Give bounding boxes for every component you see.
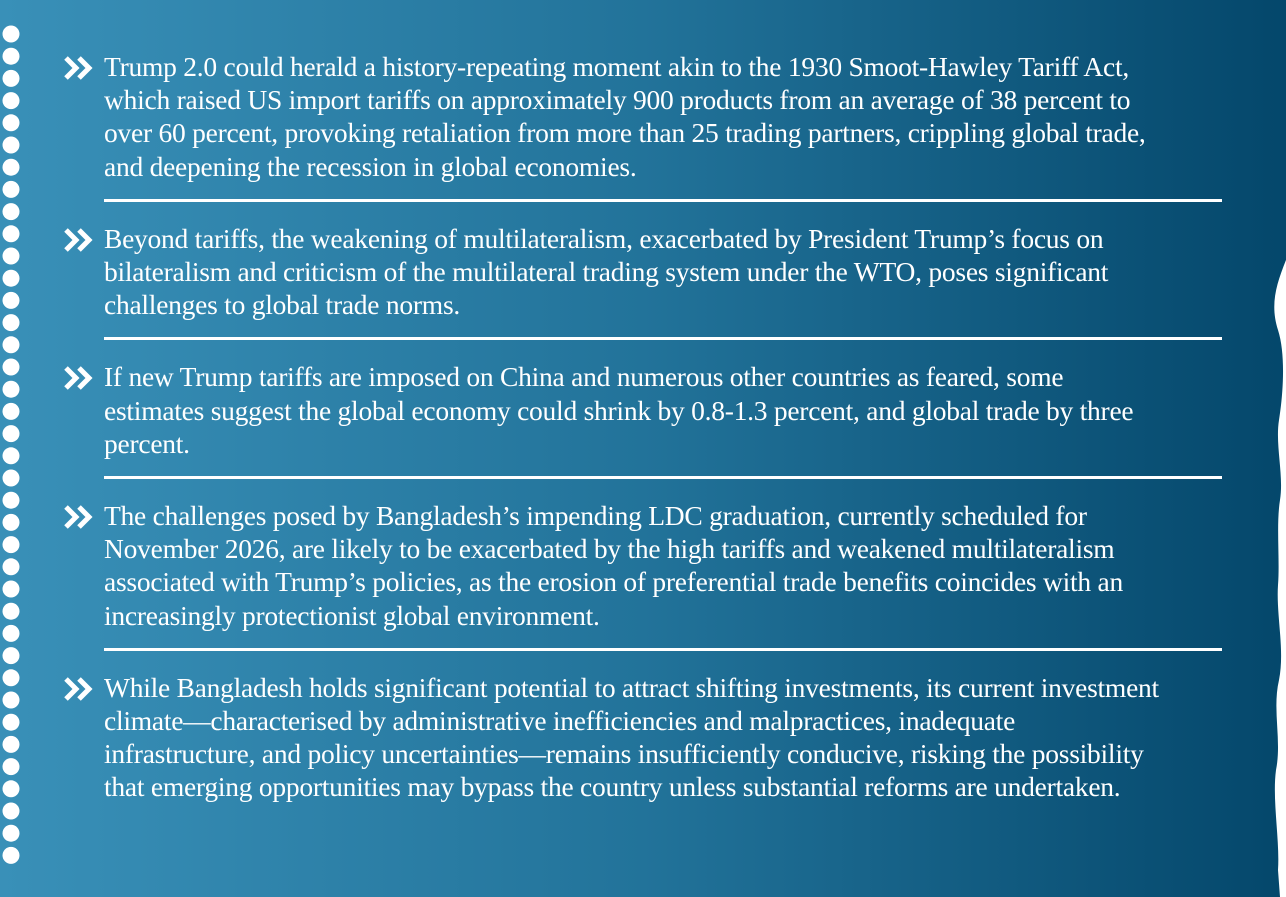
perforation-hole	[3, 470, 20, 487]
divider-line	[104, 476, 1222, 479]
perforation-hole	[3, 403, 20, 420]
perforation-hole	[3, 270, 20, 287]
perforation-hole	[3, 669, 20, 686]
perforation-hole	[3, 336, 20, 353]
perforation-hole	[3, 181, 20, 198]
perforation-hole	[3, 647, 20, 664]
perforation-hole	[3, 48, 20, 65]
bullet-text-5: While Bangladesh holds significant potential to attract shifting investments, its current investment climate—characterised by administrative inefficiencies and malpractices, inadequate infrastructure, and policy uncertainties—remains insufficiently conducive, risking the possibility that emerging opportunities may bypass the country unless substantial reforms are undertaken.	[104, 671, 1159, 803]
double-chevron-right-icon	[64, 56, 94, 80]
perforation-hole	[3, 736, 20, 753]
perforation-hole	[3, 70, 20, 87]
perforation-hole	[3, 492, 20, 509]
perforation-hole	[3, 780, 20, 797]
perforation-hole	[3, 381, 20, 398]
bullet-list	[62, 50, 1222, 804]
perforation-hole	[3, 692, 20, 709]
perforation-hole	[3, 714, 20, 731]
perforation-hole	[3, 803, 20, 820]
double-chevron-right-icon	[64, 677, 94, 701]
perforation-hole	[3, 558, 20, 575]
perforation-hole	[3, 603, 20, 620]
bullet-item-1	[62, 50, 1222, 183]
perforation-hole	[3, 581, 20, 598]
perforation-hole	[3, 847, 20, 864]
perforation-hole	[3, 825, 20, 842]
bullet-text-1: Trump 2.0 could herald a history-repeating moment akin to the 1930 Smoot-Hawley Tariff Act, which raised US import tariffs on approximately 900 products from an average of 38 percent to over 60 percent, provoking retaliation from more than 25 trading partners, crippling global trade, and deepening the recession in global economies.	[104, 51, 1146, 182]
perforation-hole	[3, 114, 20, 131]
perforation-hole	[3, 203, 20, 220]
perforation-hole	[3, 425, 20, 442]
divider-line	[104, 337, 1222, 340]
double-chevron-right-icon	[64, 505, 94, 529]
perforation-hole	[3, 625, 20, 642]
perforation-hole	[3, 26, 20, 43]
bullet-item-4	[62, 499, 1222, 632]
perforation-hole	[3, 137, 20, 154]
double-chevron-right-icon	[64, 228, 94, 252]
perforation-hole	[3, 92, 20, 109]
perforation-hole	[3, 159, 20, 176]
perforation-hole	[3, 536, 20, 553]
double-chevron-right-icon	[64, 366, 94, 390]
perforation-hole	[3, 225, 20, 242]
divider-line	[104, 199, 1222, 202]
bullet-text-2: Beyond tariffs, the weakening of multilateralism, exacerbated by President Trump’s focus on bilateralism and criticism of the multilateral trading system under the WTO, poses significant challenges to global trade norms.	[104, 222, 1109, 321]
perforation-hole	[3, 314, 20, 331]
bullet-item-3	[62, 360, 1222, 460]
perforation-hole	[3, 292, 20, 309]
bullet-text-4: The challenges posed by Bangladesh’s impending LDC graduation, currently scheduled for November 2026, are likely to be exacerbated by the high tariffs and weakened multilateralism associated with Trump’s policies, as the erosion of preferential trade benefits coincides with an increasingly protectionist global environment.	[104, 500, 1123, 631]
perforation-hole	[3, 359, 20, 376]
perforation-hole	[3, 248, 20, 265]
bullet-item-5	[62, 671, 1222, 804]
bullet-item-2	[62, 222, 1222, 322]
bullet-text-3: If new Trump tariffs are imposed on China and numerous other countries as feared, some estimates suggest the global economy could shrink by 0.8-1.3 percent, and global trade by three percent.	[104, 361, 1134, 459]
perforation-hole	[3, 447, 20, 464]
perforation-hole	[3, 514, 20, 531]
divider-line	[104, 648, 1222, 651]
perforation-hole	[3, 758, 20, 775]
